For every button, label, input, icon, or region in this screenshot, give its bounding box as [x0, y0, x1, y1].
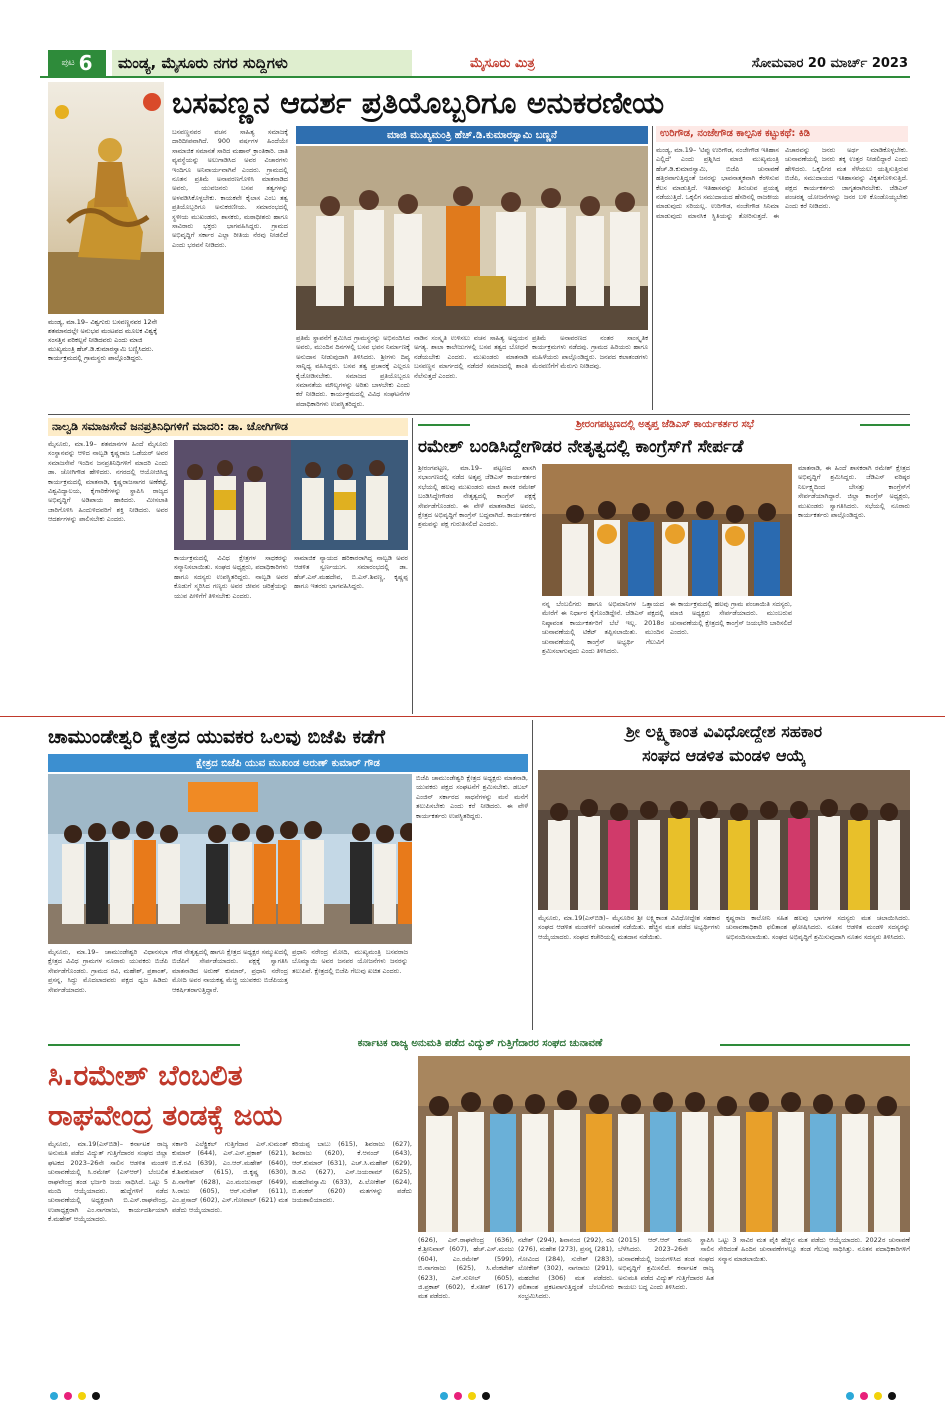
page-label: ಪುಟ [61, 58, 75, 68]
story4-column-3: ಈ ಕಾರ್ಯಕ್ರಮದಲ್ಲಿ ಹಲವು ಗ್ರಾಮ ಪಂಚಾಯಿತಿ ಸದಸ್ಯರು, ಮಾಜಿ ಅಧ್ಯಕ್ಷರು ಸೇರ್ಪಡೆಯಾದರು. ಮುಂಬರುವ ಚುನಾವಣೆಯಲ್ಲಿ ಕ್ಷೇತ್ರದಲ್ಲಿ ಕಾಂಗ್ರೆಸ್ ಜಯಭೇರಿ ಬಾರಿಸಲಿದೆ ಎಂದರು. [670, 600, 792, 637]
story1-column-3: ನಾಡಿನ ಸಂಸ್ಕೃತಿ ಉಳಿಸಲು ವಚನ ಸಾಹಿತ್ಯ ಅಧ್ಯಯನ ಅಗತ್ಯ. ಶಾಲಾ ಕಾಲೇಜುಗಳಲ್ಲಿ ಬಸವ ತತ್ವದ ಬೋಧನೆ ನಡೆಯಬೇಕು ಎಂದರು. ಮುಖಂಡರು ಮಾತನಾಡಿ ಬಸವಣ್ಣನ ಮಾರ್ಗದಲ್ಲಿ ನಡೆದರೆ ಸಮಾಜದಲ್ಲಿ ಶಾಂತಿ ನೆಲೆಸುತ್ತದೆ ಎಂದರು. [414, 334, 528, 380]
story4-column-1: ಶ್ರೀರಂಗಪಟ್ಟಣ, ಮಾ.19– ಪಟ್ಟಣದ ಖಾಸಗಿ ಸಭಾಂಗಣದಲ್ಲಿ ನಡೆದ ಅತೃಪ್ತ ಜೆಡಿಎಸ್ ಕಾರ್ಯಕರ್ತರ ಸಭೆಯಲ್ಲಿ ಹಲವು ಮುಖಂಡರು ಮಾಜಿ ಶಾಸಕ ರಮೇಶ್ ಬಂಡಿಸಿದ್ದೇಗೌಡರ ನೇತೃತ್ವದಲ್ಲಿ ಕಾಂಗ್ರೆಸ್ ಪಕ್ಷಕ್ಕೆ ಸೇರ್ಪಡೆಗೊಂಡರು. ಈ ವೇಳೆ ಮಾತನಾಡಿದ ಅವರು, ಕ್ಷೇತ್ರದ ಅಭಿವೃದ್ಧಿಗೆ ಕಾಂಗ್ರೆಸ್ ಬದ್ಧವಾಗಿದೆ. ಕಾರ್ಯಕರ್ತರ ಶ್ರಮವನ್ನು ಪಕ್ಷ ಗುರುತಿಸಲಿದೆ ಎಂದರು. [418, 464, 536, 529]
story3-headline: ನಾಲ್ವಡಿ ಸಮಾಜಸೇವೆ ಜನಪ್ರತಿನಿಧಿಗಳಿಗೆ ಮಾದರಿ: ಡಾ. ಚೋಗಿಗೌಡ [48, 418, 408, 436]
page-number-box [48, 50, 106, 76]
story1-column-4: ಪ್ರತಿಮೆ ಅನಾವರಣದ ನಂತರ ಸಾಂಸ್ಕೃತಿಕ ಕಾರ್ಯಕ್ರಮಗಳು ನಡೆದವು. ಗ್ರಾಮದ ಹಿರಿಯರು ಹಾಗೂ ಮಹಿಳೆಯರು ಪಾಲ್ಗೊಂಡಿದ್ದರು. ಜನಪದ ಕಲಾತಂಡಗಳು ಮೆರವಣಿಗೆಗೆ ಮೆರುಗು ನೀಡಿದವು. [532, 334, 648, 371]
section-divider [0, 716, 945, 717]
story6-column-1: ಮೈಸೂರು, ಮಾ.19(ಎಸ್‌ಬಿಡಿ)– ಮೈಸೂರಿನ ಶ್ರೀ ಲಕ್ಷ್ಮಿಕಾಂತ ವಿವಿಧೋದ್ದೇಶ ಸಹಕಾರ ಸಂಘದ ಆಡಳಿತ ಮಂಡಳಿಗೆ ಚುನಾವಣೆ ನಡೆಯಿತು. ಹೆಚ್ಚಿನ ಮತ ಪಡೆದ ಅಭ್ಯರ್ಥಿಗಳು ಆಯ್ಕೆಯಾದರು. ಸಂಘದ ಕಚೇರಿಯಲ್ಲಿ ಮತದಾನ ನಡೆಯಿತು. [538, 914, 720, 941]
section-title: ಮಂಡ್ಯ, ಮೈಸೂರು ನಗರ ಸುದ್ದಿಗಳು [112, 50, 412, 76]
magenta-dot [860, 1392, 868, 1400]
registration-marks-left [50, 1392, 100, 1400]
cyan-dot [440, 1392, 448, 1400]
magenta-dot [64, 1392, 72, 1400]
party-joining-illustration [542, 464, 792, 596]
crowd-illustration [296, 146, 648, 330]
story7-kicker: ಕರ್ನಾಟಕ ರಾಜ್ಯ ಅನುಮತಿ ಪಡೆದ ವಿದ್ಯುತ್ ಗುತ್ತಿಗೆದಾರರ ಸಂಘದ ಚುನಾವಣೆ [240, 1036, 720, 1052]
story2-body: ಮಂಡ್ಯ, ಮಾ.19– 'ಟಿಪ್ಪು ಉರಿಗೌಡ, ನಂಜೇಗೌಡ ಇತಿಹಾಸ ಎಲ್ಲಿದೆ' ಎಂದು ಪ್ರಶ್ನಿಸಿದ ಮಾಜಿ ಮುಖ್ಯಮಂತ್ರಿ ಹೆಚ್.ಡಿ.ಕುಮಾರಸ್ವಾಮಿ, ಬಿಜೆಪಿ ಚುನಾವಣೆ ಹತ್ತಿರವಾಗುತ್ತಿದ್ದಂತೆ ಜನರನ್ನು ಭಾವನಾತ್ಮಕವಾಗಿ ಕೆರಳಿಸುವ ಕೆಲಸ ಮಾಡುತ್ತಿದೆ. ಇತಿಹಾಸವನ್ನು ತಿರುಚುವ ಪ್ರಯತ್ನ ನಡೆಯುತ್ತಿದೆ. ಒಕ್ಕಲಿಗ ಸಮುದಾಯದ ಹೆಸರಿನಲ್ಲಿ ರಾಜಕೀಯ ಮಾಡುವುದು ಸರಿಯಲ್ಲ. ಉರಿಗೌಡ, ನಂಜೇಗೌಡ ಸಿನಿಮಾ ಮಾಡುವುದು ಮಾನಸಿಕ ಸ್ಥಿತಿಯನ್ನು ತೋರಿಸುತ್ತದೆ. ಈ ವಿಚಾರವನ್ನು ಜನರು ಅರ್ಥ ಮಾಡಿಕೊಳ್ಳಬೇಕು. ಚುನಾವಣೆಯಲ್ಲಿ ಜನರು ತಕ್ಕ ಉತ್ತರ ನೀಡಲಿದ್ದಾರೆ ಎಂದು ಹೇಳಿದರು. ಒಕ್ಕಲಿಗರ ಮತ ಸೆಳೆಯಲು ಯತ್ನಿಸುತ್ತಿರುವ ಬಿಜೆಪಿ, ಸಮುದಾಯದ ಇತಿಹಾಸವನ್ನು ವಿಕೃತಗೊಳಿಸುತ್ತಿದೆ. ಪಕ್ಷದ ಕಾರ್ಯಕರ್ತರು ಜಾಗೃತರಾಗಿರಬೇಕು. ಜೆಡಿಎಸ್ ಪಂಚರತ್ನ ಯೋಜನೆಗಳನ್ನು ಜನರ ಬಳಿ ಕೊಂಡೊಯ್ಯಬೇಕು ಎಂದು ಕರೆ ನೀಡಿದರು. [656, 146, 908, 220]
story1-headline: ಬಸವಣ್ಣನ ಆದರ್ಶ ಪ್ರತಿಯೊಬ್ಬರಿಗೂ ಅನುಕರಣೀಯ [172, 86, 665, 121]
story1-column-1: ಬಸವಣ್ಣನವರ ವಚನ ಸಾಹಿತ್ಯ ಸಮಾಜಕ್ಕೆ ದಾರಿದೀಪವಾಗಿದೆ. 900 ವರ್ಷಗಳ ಹಿಂದೆಯೇ ಸಾಮಾಜಿಕ ಸಮಾನತೆ ಸಾರಿದ ಮಹಾನ್ ಕ್ರಾಂತಿಕಾರಿ. ಜಾತಿ ವ್ಯವಸ್ಥೆಯನ್ನು ಅಲುಗಾಡಿಸಿದ ಅವರ ವಿಚಾರಗಳು ಇಂದಿಗೂ ಅನಿವಾರ್ಯವಾಗಿವೆ ಎಂದರು. ಗ್ರಾಮದಲ್ಲಿ ನೂತನ ಪ್ರತಿಮೆ ಅನಾವರಣಗೊಳಿಸಿ ಮಾತನಾಡಿದ ಅವರು, ಯುವಜನರು ಬಸವ ತತ್ವಗಳನ್ನು ಅಳವಡಿಸಿಕೊಳ್ಳಬೇಕು. ಕಾಯಕವೇ ಕೈಲಾಸ ಎಂಬ ತತ್ವ ಪ್ರತಿಯೊಬ್ಬರಿಗೂ ಅನುಕರಣೀಯ. ಸಮಾರಂಭದಲ್ಲಿ ಸ್ಥಳೀಯ ಮುಖಂಡರು, ಶಾಸಕರು, ಮಠಾಧೀಶರು ಹಾಗೂ ಸಾವಿರಾರು ಭಕ್ತರು ಭಾಗವಹಿಸಿದ್ದರು. ಗ್ರಾಮದ ಅಭಿವೃದ್ಧಿಗೆ ಸರ್ಕಾರ ಎಲ್ಲಾ ರೀತಿಯ ನೆರವು ನೀಡಲಿದೆ ಎಂದು ಭರವಸೆ ನೀಡಿದರು. [172, 128, 288, 249]
story6-headline-line2: ಸಂಘದ ಆಡಳಿತ ಮಂಡಳಿ ಆಯ್ಕೆ [642, 746, 806, 765]
black-dot [482, 1392, 490, 1400]
story7-winners-photo [418, 1056, 910, 1232]
newspaper-name: ಮೈಸೂರು ಮಿತ್ರ [470, 55, 535, 71]
story6-board-photo [538, 770, 910, 910]
story3-column-1: ಮೈಸೂರು, ಮಾ.19– ಶತಮಾನಗಳ ಹಿಂದೆ ಮೈಸೂರು ಸಂಸ್ಥಾನವನ್ನು ಆಳಿದ ನಾಲ್ವಡಿ ಕೃಷ್ಣರಾಜ ಒಡೆಯರ್ ಅವರ ಸಮಾಜಸೇವೆ ಇಂದಿನ ಜನಪ್ರತಿನಿಧಿಗಳಿಗೆ ಮಾದರಿ ಎಂದು ಡಾ. ಚೋಗಿಗೌಡ ಹೇಳಿದರು. ನಗರದಲ್ಲಿ ಆಯೋಜಿಸಿದ್ದ ಕಾರ್ಯಕ್ರಮದಲ್ಲಿ ಮಾತನಾಡಿ, ಕೃಷ್ಣರಾಜಸಾಗರ ಅಣೆಕಟ್ಟೆ, ವಿಶ್ವವಿದ್ಯಾಲಯ, ಕೈಗಾರಿಕೆಗಳನ್ನು ಸ್ಥಾಪಿಸಿ ರಾಜ್ಯದ ಅಭಿವೃದ್ಧಿಗೆ ಅಡಿಪಾಯ ಹಾಕಿದರು. ಮೀಸಲಾತಿ ಜಾರಿಗೊಳಿಸಿ ಹಿಂದುಳಿದವರಿಗೆ ಶಕ್ತಿ ನೀಡಿದರು. ಅವರ ಆದರ್ಶಗಳನ್ನು ಪಾಲಿಸಬೇಕು ಎಂದರು. [48, 440, 168, 524]
page-number: 6 [78, 51, 93, 75]
story5-subhead: ಕ್ಷೇತ್ರದ ಬಿಜೆಪಿ ಯುವ ಮುಖಂಡ ಅರುಣ್ ಕುಮಾರ್ ಗೌಡ [48, 754, 528, 772]
black-dot [888, 1392, 896, 1400]
column-divider [532, 720, 533, 1030]
story3-column-2: ಕಾರ್ಯಕ್ರಮದಲ್ಲಿ ವಿವಿಧ ಕ್ಷೇತ್ರಗಳ ಸಾಧಕರನ್ನು ಸನ್ಮಾನಿಸಲಾಯಿತು. ಸಂಘದ ಅಧ್ಯಕ್ಷರು, ಪದಾಧಿಕಾರಿಗಳು ಹಾಗೂ ಸದಸ್ಯರು ಉಪಸ್ಥಿತರಿದ್ದರು. ನಾಲ್ವಡಿ ಅವರ ಕೊಡುಗೆ ಸ್ಮರಿಸಿದ ಗಣ್ಯರು ಅವರ ಜೀವನ ಚರಿತ್ರೆಯನ್ನು ಯುವ ಪೀಳಿಗೆಗೆ ತಿಳಿಸಬೇಕು ಎಂದರು. [174, 554, 288, 600]
story7-column-4: (626), ಎನ್.ರಾಘವೇಂದ್ರ (636), ಕೆ.ಶ್ರೀನಿವಾಸ್ (607), ಹೆಚ್.ಎಸ್.ಮಂಜು (604), ಎಂ.ರಮೇಶ್ (599), ಬಿ.ನಾಗರಾಜು (625), ಸಿ.ವೆಂಕಟೇಶ್ (623), ಎಸ್.ಸುನೀಲ್ (605), ಜಿ.ಪ್ರಕಾಶ್ (602), ಕೆ.ಸತೀಶ್ (617) ಮತ ಪಡೆದರು. [418, 1236, 514, 1301]
winners-group-illustration [418, 1056, 910, 1232]
story7-column-7: ಒಟ್ಟು 3 ಸಾವಿರ ಮತ ಪೈಕಿ ಹೆಚ್ಚಿನ ಮತ ಪಡೆದು ಆಯ್ಕೆಯಾದರು. 2022ರ ಚುನಾವಣೆ ಸೇರಿದಂತೆ ಹಿಂದಿನ ಚುನಾವಣೆಗಳಲ್ಲೂ ತಂಡ ಗೆಲುವು ಸಾಧಿಸಿತ್ತು. ನೂತನ ಪದಾಧಿಕಾರಿಗಳಿಗೆ ಸನ್ಮಾನ ಮಾಡಲಾಯಿತು. [718, 1236, 910, 1263]
story1-lamp-lighting-photo [296, 146, 648, 330]
black-dot [92, 1392, 100, 1400]
story5-column-1: ಮೈಸೂರು, ಮಾ.19– ಚಾಮುಂಡೇಶ್ವರಿ ವಿಧಾನಸಭಾ ಕ್ಷೇತ್ರದ ವಿವಿಧ ಗ್ರಾಮಗಳ ನೂರಾರು ಯುವಕರು ಬಿಜೆಪಿ ಸೇರ್ಪಡೆಗೊಂಡರು. ಗ್ರಾಮದ ರವಿ, ಮಹೇಶ್, ಪ್ರಶಾಂತ್, ಪ್ರಸನ್ನ, ಸಿದ್ದು ಮೊದಲಾದವರು ಪಕ್ಷದ ಧ್ವಜ ಹಿಡಿದು ಸೇರ್ಪಡೆಯಾದರು. [48, 948, 168, 994]
story7-column-6: (2015) ಆರ್.ಆರ್ ಕಂಪನಿ ಸ್ಥಾಪಿಸಿ ಬೆಳೆಸಿದರು. 2023–26ನೇ ಸಾಲಿನ ಚುನಾವಣೆಯಲ್ಲಿ ಜಯಗಳಿಸಿದ ತಂಡ ಸಂಘದ ಅಭಿವೃದ್ಧಿಗೆ ಶ್ರಮಿಸಲಿದೆ. ಕರ್ನಾಟಕ ರಾಜ್ಯ ಅನುಮತಿ ಪಡೆದ ವಿದ್ಯುತ್ ಗುತ್ತಿಗೆದಾರರ ಹಿತ ಕಾಯಲು ಬದ್ಧ ಎಂದು ತಿಳಿಸಿದರು. [618, 1236, 714, 1292]
column-divider [652, 126, 653, 410]
story1-column-2: ಪ್ರತಿಮೆ ಸ್ಥಾಪನೆಗೆ ಶ್ರಮಿಸಿದ ಗ್ರಾಮಸ್ಥರನ್ನು ಅಭಿನಂದಿಸಿದ ಅವರು, ಮುಂದಿನ ದಿನಗಳಲ್ಲಿ ಬಸವ ಭವನ ನಿರ್ಮಾಣಕ್ಕೆ ಅನುದಾನ ನೀಡುವುದಾಗಿ ತಿಳಿಸಿದರು. ಶ್ರೀಗಳು ದಿವ್ಯ ಸಾನ್ನಿಧ್ಯ ವಹಿಸಿದ್ದರು. ಬಸವ ತತ್ವ ಪ್ರಚಾರಕ್ಕೆ ಎಲ್ಲರೂ ಕೈಜೋಡಿಸಬೇಕು. ಸಮಾಜದ ಪ್ರತಿಯೊಬ್ಬರೂ ಸಮಾನತೆಯ ಮೌಲ್ಯಗಳನ್ನು ಅರಿತು ಬಾಳಬೇಕು ಎಂದು ಕರೆ ನೀಡಿದರು. ಕಾರ್ಯಕ್ರಮದಲ್ಲಿ ವಿವಿಧ ಸಂಘಟನೆಗಳ ಪದಾಧಿಕಾರಿಗಳು ಉಪಸ್ಥಿತರಿದ್ದರು. [296, 334, 410, 408]
story4-headline: ರಮೇಶ್ ಬಂಡಿಸಿದ್ದೇಗೌಡರ ನೇತೃತ್ವದಲ್ಲಿ ಕಾಂಗ್ರೆಸ್‌ಗೆ ಸೇರ್ಪಡೆ [418, 437, 744, 457]
cooperative-board-illustration [538, 770, 910, 910]
story7-headline-line1: ಸಿ.ರಮೇಶ್ ಬೆಂಬಲಿತ [48, 1059, 243, 1092]
story7-headline-line2: ರಾಘವೇಂದ್ರ ತಂಡಕ್ಕೆ ಜಯ [48, 1099, 283, 1132]
story5-headline: ಚಾಮುಂಡೇಶ್ವರಿ ಕ್ಷೇತ್ರದ ಯುವಕರ ಒಲವು ಬಿಜೆಪಿ ಕಡೆಗೆ [48, 726, 386, 748]
registration-marks-center [440, 1392, 490, 1400]
story4-column-2: ನನ್ನ ಬೆಂಬಲಿಗರು ಹಾಗೂ ಅಭಿಮಾನಿಗಳ ಒತ್ತಾಯದ ಮೇರೆಗೆ ಈ ನಿರ್ಧಾರ ಕೈಗೊಂಡಿದ್ದೇನೆ. ಜೆಡಿಎಸ್ ಪಕ್ಷದಲ್ಲಿ ನಿಷ್ಠಾವಂತ ಕಾರ್ಯಕರ್ತರಿಗೆ ಬೆಲೆ ಇಲ್ಲ. 2018ರ ಚುನಾವಣೆಯಲ್ಲಿ ಟಿಕೆಟ್ ತಪ್ಪಿಸಲಾಯಿತು. ಮುಂದಿನ ಚುನಾವಣೆಯಲ್ಲಿ ಕಾಂಗ್ರೆಸ್ ಅಭ್ಯರ್ಥಿ ಗೆಲುವಿಗೆ ಶ್ರಮಿಸಲಾಗುವುದು ಎಂದು ತಿಳಿಸಿದರು. [542, 600, 664, 656]
yellow-dot [78, 1392, 86, 1400]
story4-joining-photo [542, 464, 792, 596]
felicitation-illustration [174, 440, 408, 550]
story4-column-4: ಮಾತನಾಡಿ, ಈ ಹಿಂದೆ ಶಾಸಕರಾಗಿ ರಮೇಶ್ ಕ್ಷೇತ್ರದ ಅಭಿವೃದ್ಧಿಗೆ ಶ್ರಮಿಸಿದ್ದರು. ಜೆಡಿಎಸ್ ವರಿಷ್ಠರ ನಿರ್ಲಕ್ಷ್ಯದಿಂದ ಬೇಸತ್ತು ಕಾಂಗ್ರೆಸ್‌ಗೆ ಸೇರ್ಪಡೆಯಾಗಿದ್ದಾರೆ. ಜಿಲ್ಲಾ ಕಾಂಗ್ರೆಸ್ ಅಧ್ಯಕ್ಷರು, ಮುಖಂಡರು ಸ್ವಾಗತಿಸಿದರು. ಸಭೆಯಲ್ಲಿ ನೂರಾರು ಕಾರ್ಯಕರ್ತರು ಪಾಲ್ಗೊಂಡಿದ್ದರು. [798, 464, 910, 520]
cyan-dot [846, 1392, 854, 1400]
basavanna-statue-photo [48, 82, 164, 314]
issue-date: ಸೋಮವಾರ 20 ಮಾರ್ಚ್ 2023 [751, 55, 908, 71]
statue-illustration [48, 82, 164, 314]
story5-column-2: ಗೌಡ ನೇತೃತ್ವದಲ್ಲಿ ಹಾಗೂ ಕ್ಷೇತ್ರದ ಅಧ್ಯಕ್ಷರ ಸಮ್ಮುಖದಲ್ಲಿ ಬಿಜೆಪಿಗೆ ಸೇರ್ಪಡೆಯಾದರು. ಪಕ್ಷಕ್ಕೆ ಸ್ವಾಗತಿಸಿ ಮಾತನಾಡಿದ ಅರುಣ್ ಕುಮಾರ್, ಪ್ರಧಾನಿ ನರೇಂದ್ರ ಮೋದಿ ಅವರ ನಾಯಕತ್ವ ಮೆಚ್ಚಿ ಯುವಕರು ಬಿಜೆಪಿಯತ್ತ ಆಕರ್ಷಿತರಾಗುತ್ತಿದ್ದಾರೆ. [172, 948, 288, 994]
story1-subhead: ಮಾಜಿ ಮುಖ್ಯಮಂತ್ರಿ ಹೆಚ್.ಡಿ.ಕುಮಾರಸ್ವಾಮಿ ಬಣ್ಣನೆ [296, 126, 648, 144]
column-divider [412, 418, 413, 714]
story4-kicker: ಶ್ರೀರಂಗಪಟ್ಟಣದಲ್ಲಿ ಅತೃಪ್ತ ಜೆಡಿಎಸ್ ಕಾರ್ಯಕರ್ತರ ಸಭೆ [470, 418, 860, 432]
story7-column-2: ಸರ್ಕಾರಿ ಎಲೆಕ್ಟ್ರಿಕಲ್ ಗುತ್ತಿಗೆದಾರ ಎಸ್.ಸುಮಂತ್ ಕುಮಾರ್ (644), ಎಸ್.ಎಸ್.ಪ್ರಕಾಶ್ (621), ಬಿ.ಕೆ.ರವಿ (639), ಎಂ.ಆರ್.ಮಹೇಶ್ (640), ಕೆ.ಶಿವಕುಮಾರ್ (615), ಜಿ.ಕೃಷ್ಣ (630), ಪಿ.ನಾಗೇಶ್ (628), ಎಂ.ಮಂಜುನಾಥ್ (649), ಸಿ.ರಾಜು (605), ಆರ್.ಸುರೇಶ್ (611), ಎಂ.ಪ್ರಸಾದ್ (602), ಎಸ್.ಗೋಪಾಲ್ (621) ಮತ ಪಡೆದು ಆಯ್ಕೆಯಾದರು. [172, 1140, 288, 1214]
story5-column-4: ಬಿಜೆಪಿ ಚಾಮುಂಡೇಶ್ವರಿ ಕ್ಷೇತ್ರದ ಅಧ್ಯಕ್ಷರು ಮಾತನಾಡಿ, ಯುವಕರು ಪಕ್ಷದ ಸಂಘಟನೆಗೆ ಶ್ರಮಿಸಬೇಕು. ಡಬಲ್ ಎಂಜಿನ್ ಸರ್ಕಾರದ ಸಾಧನೆಗಳನ್ನು ಮನೆ ಮನೆಗೆ ತಲುಪಿಸಬೇಕು ಎಂದು ಕರೆ ನೀಡಿದರು. ಈ ವೇಳೆ ಕಾರ್ಯಕರ್ತರು ಉಪಸ್ಥಿತರಿದ್ದರು. [412, 774, 528, 1028]
cyan-dot [50, 1392, 58, 1400]
basavanna-caption: ಮಂಡ್ಯ, ಮಾ.19– ವಿಶ್ವಗುರು ಬಸವಣ್ಣನವರ 12ನೇ ಶತಮಾನದಲ್ಲೇ ಅನುಭವ ಮಂಟಪದ ಮೂಲಕ ವಿಶ್ವಕ್ಕೆ ಸಂಸತ್ತಿನ ಪರಿಕಲ್ಪನೆ ನೀಡಿದವರು ಎಂದು ಮಾಜಿ ಮುಖ್ಯಮಂತ್ರಿ ಹೆಚ್.ಡಿ.ಕುಮಾರಸ್ವಾಮಿ ಬಣ್ಣಿಸಿದರು. ಕಾರ್ಯಕ್ರಮದಲ್ಲಿ ಗ್ರಾಮಸ್ಥರು ಪಾಲ್ಗೊಂಡಿದ್ದರು. [48, 318, 158, 362]
story5-column-3: ಪ್ರಧಾನಿ ನರೇಂದ್ರ ಮೋದಿ, ಮುಖ್ಯಮಂತ್ರಿ ಬಸವರಾಜ ಬೊಮ್ಮಾಯಿ ಅವರ ಜನಪರ ಯೋಜನೆಗಳು ಜನರನ್ನು ತಲುಪಿವೆ. ಕ್ಷೇತ್ರದಲ್ಲಿ ಬಿಜೆಪಿ ಗೆಲುವು ಖಚಿತ ಎಂದರು. [292, 948, 408, 975]
story7-column-1: ಮೈಸೂರು, ಮಾ.19(ಎಸ್‌ಬಿಡಿ)– ಕರ್ನಾಟಕ ರಾಜ್ಯ ಅನುಮತಿ ಪಡೆದ ವಿದ್ಯುತ್ ಗುತ್ತಿಗೆದಾರರ ಸಂಘದ ಜಿಲ್ಲಾ ಘಟಕದ 2023–26ನೇ ಸಾಲಿನ ಆಡಳಿತ ಮಂಡಳಿ ಚುನಾವಣೆಯಲ್ಲಿ ಸಿ.ರಮೇಶ್ (ಎಸ್‌ಆರ್) ಬೆಂಬಲಿತ ರಾಘವೇಂದ್ರ ತಂಡ ಭರ್ಜರಿ ಜಯ ಸಾಧಿಸಿದೆ. ಒಟ್ಟು 5 ಮಂದಿ ಆಯ್ಕೆಯಾದರು. ಹುದ್ದೆಗಳಿಗೆ ನಡೆದ ಚುನಾವಣೆಯಲ್ಲಿ ಅಧ್ಯಕ್ಷರಾಗಿ ಬಿ.ಎಸ್.ರಾಘವೇಂದ್ರ, ಉಪಾಧ್ಯಕ್ಷರಾಗಿ ಎಂ.ನಾಗರಾಜು, ಕಾರ್ಯದರ್ಶಿಯಾಗಿ ಕೆ.ಮಹೇಶ್ ಆಯ್ಕೆಯಾದರು. [48, 1140, 168, 1224]
story3-column-3: ಸಾಮಾಜಿಕ ನ್ಯಾಯದ ಹರಿಕಾರರಾಗಿದ್ದ ನಾಲ್ವಡಿ ಅವರ ಆಡಳಿತ ಸ್ವರ್ಣಯುಗ. ಸಮಾರಂಭದಲ್ಲಿ ಡಾ. ಹೆಚ್.ಎಸ್.ಮಹದೇವ, ಬಿ.ಎಸ್.ಶಿವಣ್ಣ, ಕೃಷ್ಣಪ್ಪ ಹಾಗೂ ಇತರರು ಭಾಗವಹಿಸಿದ್ದರು. [294, 554, 408, 591]
story6-column-2: ಕೃಷ್ಣರಾಜ ಕಾಲೋನಿ ಸಹಿತ ಹಲವು ಭಾಗಗಳ ಸದಸ್ಯರು ಮತ ಚಲಾಯಿಸಿದರು. ಚುನಾವಣಾಧಿಕಾರಿ ಫಲಿತಾಂಶ ಘೋಷಿಸಿದರು. ನೂತನ ಆಡಳಿತ ಮಂಡಳಿ ಸದಸ್ಯರನ್ನು ಅಭಿನಂದಿಸಲಾಯಿತು. ಸಂಘದ ಅಭಿವೃದ್ಧಿಗೆ ಶ್ರಮಿಸುವುದಾಗಿ ನೂತನ ಸದಸ್ಯರು ತಿಳಿಸಿದರು. [726, 914, 910, 941]
registration-marks-right [846, 1392, 896, 1400]
yellow-dot [874, 1392, 882, 1400]
story2-headline: ಉರಿಗೌಡ, ನಂಜೇಗೌಡ ಕಾಲ್ಪನಿಕ ಕಟ್ಟುಕಥೆ: ಕಿಡಿ [656, 126, 908, 142]
story6-headline-line1: ಶ್ರೀ ಲಕ್ಷ್ಮಿಕಾಂತ ವಿವಿಧೋದ್ದೇಶ ಸಹಕಾರ [625, 722, 823, 741]
story3-award-photo [174, 440, 408, 550]
section-divider [48, 414, 910, 415]
yellow-dot [468, 1392, 476, 1400]
story7-column-5: ನಟೇಶ್ (294), ಶಿವಾನಂದ (292), ರವಿ (276), ಮಹೇಶ (273), ಪ್ರಸನ್ನ (281), ಗೋವಿಂದ (284), ಸುರೇಶ್ (283), ಲೋಕೇಶ್ (302), ನಾಗರಾಜು (291), ಮಹದೇವ (306) ಮತ ಪಡೆದರು. ಫಲಿತಾಂಶ ಪ್ರಕಟವಾಗುತ್ತಿದ್ದಂತೆ ಬೆಂಬಲಿಗರು ಸಂಭ್ರಮಿಸಿದರು. [518, 1236, 614, 1301]
magenta-dot [454, 1392, 462, 1400]
story7-column-3: ಕರಿಯಪ್ಪ ಬಾಬು (615), ಶಿವರಾಜು (627), ಶಿವರಾಜು (620), ಕೆ.ಆನಂದ್ (643), ಆರ್.ಕುಮಾರ್ (631), ಎಚ್.ಸಿ.ಮಹೇಶ್ (629), ಡಿ.ರವಿ (627), ಎಸ್.ಜಯರಾಮ್ (625), ಮಹದೇವಸ್ವಾಮಿ (633), ಪಿ.ಲೋಕೇಶ್ (624), ಬಿ.ಶಂಕರ್ (620) ಮತಗಳನ್ನು ಪಡೆದು ಜಯಶಾಲಿಯಾದರು. [292, 1140, 412, 1205]
